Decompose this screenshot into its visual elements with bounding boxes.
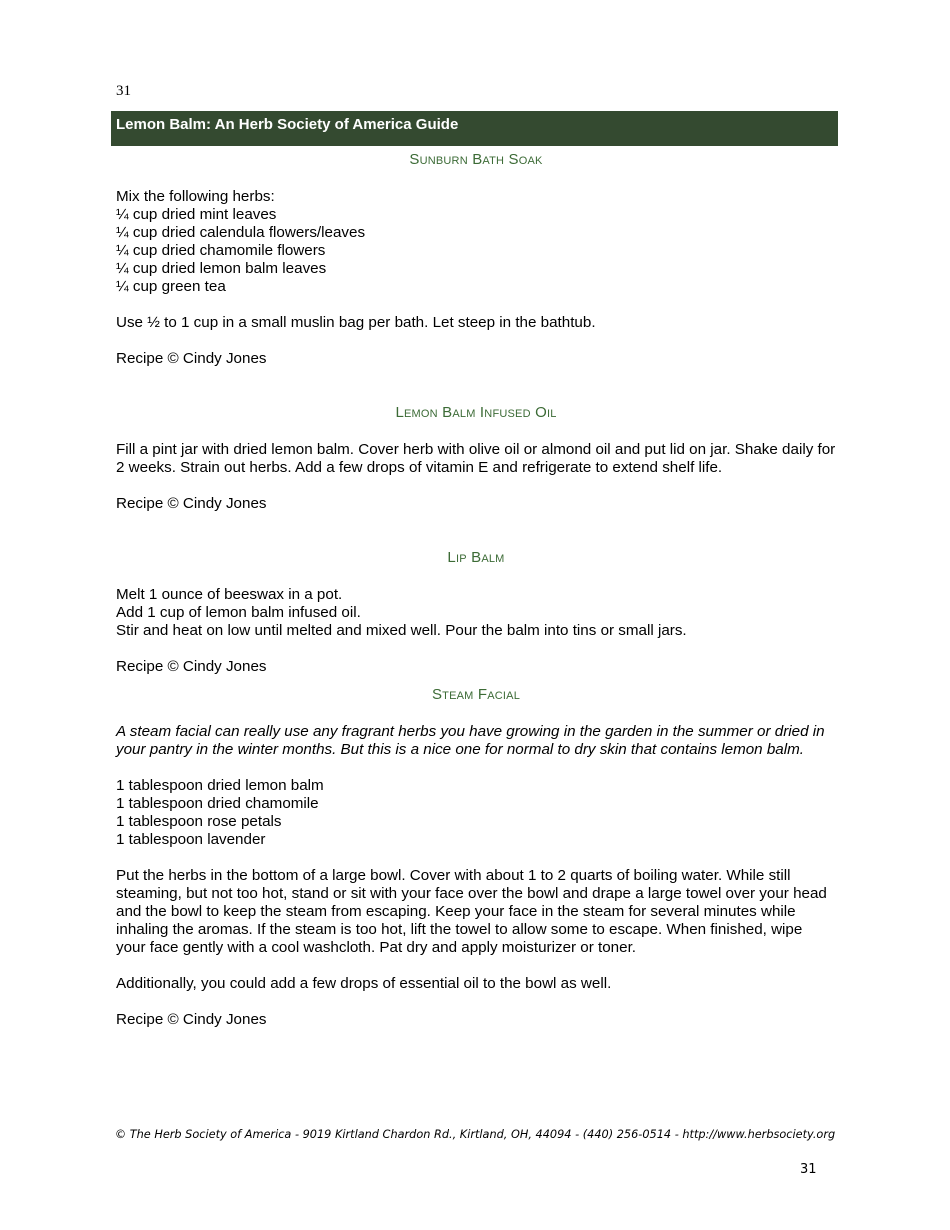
recipe-instructions: Use ½ to 1 cup in a small muslin bag per bath. Let steep in the bathtub. (116, 314, 596, 331)
recipe-heading: Steam Facial (431, 686, 521, 703)
step-line: Add 1 cup of lemon balm infused oil. (116, 604, 361, 621)
ingredient-line: ¼ cup dried chamomile flowers (116, 242, 326, 259)
recipe-credit: Recipe © Cindy Jones (116, 350, 267, 367)
recipe-additional-note: Additionally, you could add a few drops of essential oil to the bowl as well. (116, 975, 612, 992)
recipe-credit: Recipe © Cindy Jones (116, 1011, 267, 1028)
recipe-instructions: Put the herbs in the bottom of a large bowl. Cover with about 1 to 2 quarts of boiling water. While still steaming, but not too hot, stand or sit with your face over the bowl and drape a large towel over your head and the bowl to keep the steam from escaping. Keep your face in the steam for several minutes while inhaling the aromas. If the steam is too hot, lift the towel to allow some to escape. When finished, wipe your face gently with a cool washcloth. Pat dry and apply moisturizer or toner. (116, 867, 827, 956)
page-footer: © The Herb Society of America - 9019 Kirtland Chardon Rd., Kirtland, OH, 44094 - (440) 256-0514 - http://www.herbsociety.org (114, 1128, 836, 1141)
recipe-credit: Recipe © Cindy Jones (116, 658, 267, 675)
recipe-instructions: Fill a pint jar with dried lemon balm. Cover herb with olive oil or almond oil and put lid on jar. Shake daily for 2 weeks. Strain out herbs. Add a few drops of vitamin E and refrigerate to extend shelf life. (116, 441, 836, 476)
step-line: Melt 1 ounce of beeswax in a pot. (116, 586, 343, 603)
recipe-heading: Lip Balm (447, 549, 505, 566)
guide-title: Lemon Balm: An Herb Society of America Guide (116, 116, 459, 133)
page-number-top: 31 (116, 83, 131, 99)
recipe-steam-facial (116, 685, 836, 1029)
recipe-heading: Lemon Balm Infused Oil (395, 404, 557, 421)
recipe-sunburn-bath-soak (116, 150, 836, 368)
page-number-bottom: 31 (800, 1162, 817, 1177)
ingredient-line: 1 tablespoon lavender (116, 831, 266, 848)
recipe-credit: Recipe © Cindy Jones (116, 495, 267, 512)
recipe-lip-balm (116, 548, 836, 676)
ingredient-line: ¼ cup dried calendula flowers/leaves (116, 224, 366, 241)
recipe-lemon-balm-infused-oil (116, 403, 836, 513)
recipe-intro: A steam facial can really use any fragrant herbs you have growing in the garden in the summer or dried in your pantry in the winter months. But this is a nice one for normal to dry skin that contains lemon balm. (116, 723, 825, 758)
recipe-heading: Sunburn Bath Soak (409, 151, 543, 168)
ingredient-intro: Mix the following herbs: (116, 188, 275, 205)
ingredient-line: 1 tablespoon dried lemon balm (116, 777, 324, 794)
ingredient-line: ¼ cup dried lemon balm leaves (116, 260, 327, 277)
recipe-content (116, 150, 836, 1029)
ingredient-line: 1 tablespoon dried chamomile (116, 795, 319, 812)
ingredient-line: ¼ cup green tea (116, 278, 226, 295)
ingredient-line: ¼ cup dried mint leaves (116, 206, 277, 223)
ingredient-line: 1 tablespoon rose petals (116, 813, 282, 830)
step-line: Stir and heat on low until melted and mixed well. Pour the balm into tins or small jars. (116, 622, 687, 639)
guide-title-banner (111, 111, 838, 146)
